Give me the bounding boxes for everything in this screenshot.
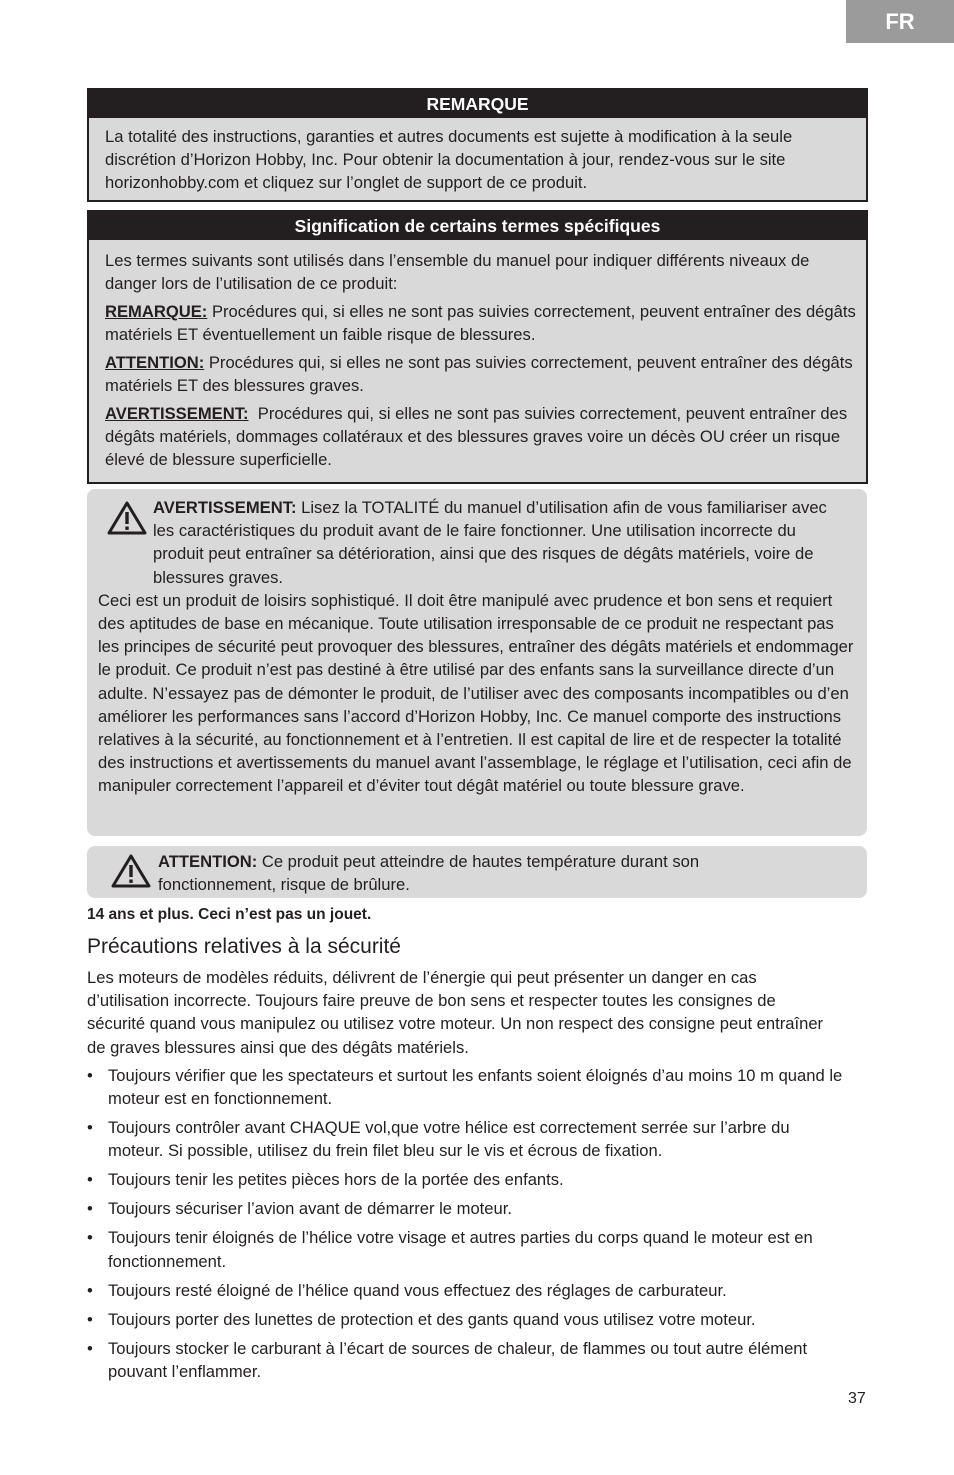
terms-box: [87, 210, 868, 484]
warning-lead: [87, 489, 867, 589]
list-item: [87, 1116, 847, 1162]
warning-body: Ceci est un produit de loisirs sophistiqué. Il doit être manipulé avec prudence et bon sens et requiert des aptitudes de base en mécanique. Toute utilisation irresponsable de ce produit ne respectant pas les principes de sécurité peut provoquer des blessures, entraîner des dégâts matériels et endommager le produit. Ce produit n’est pas destiné à être utilisé par des enfants sans la surveillance directe d’un adulte. N’essayez pas de démonter le produit, de l’utiliser avec des composants incompatibles ou d’en améliorer les performances sans l’accord d’Horizon Hobby, Inc. Ce manuel comporte des instructions relatives à la sécurité, au fonctionnement et à l’entretien. Il est capital de lire et de respecter la totalité des instructions et avertissements du manuel avant l’assemblage, le réglage et l’utilisation, ceci afin de manipuler correctement l’appareil et d’éviter tout dégât matériel ou toute blessure grave.: [98, 590, 854, 796]
remarque-title: REMARQUE: [89, 90, 866, 118]
term-label: ATTENTION:: [105, 352, 205, 372]
bullet-icon: •: [87, 1199, 93, 1219]
warning-triangle-icon: [107, 501, 147, 535]
bullet-icon: •: [87, 1066, 93, 1085]
safety-list: [87, 1064, 847, 1389]
term-text: Procédures qui, si elles ne sont pas suivies correctement, peuvent entraîner des dégâts matériels, dommages collatéraux et des blessures graves voire un décès OU créer un risque élevé de blessure superficielle.: [105, 403, 852, 470]
list-item: [87, 1197, 847, 1220]
warning-box: [87, 489, 867, 836]
bullet-icon: •: [87, 1170, 93, 1190]
caution-text: Ce produit peut atteindre de hautes température durant son fonctionnement, risque de brûlure.: [158, 852, 700, 895]
list-item: [87, 1279, 847, 1302]
terms-intro: Les termes suivants sont utilisés dans l’ensemble du manuel pour indiquer différents niveaux de danger lors de l’utilisation de ce produit:: [105, 251, 810, 294]
remarque-text: La totalité des instructions, garanties et autres documents est sujette à modification à la seule discrétion d’Horizon Hobby, Inc. Pour obtenir la documentation à jour, rendez-vous sur le site horizonhobby.com et cliquez sur l’onglet de support de ce produit.: [105, 127, 793, 193]
caution-text-block: [87, 846, 867, 896]
list-item: [87, 1308, 847, 1331]
bullet-icon: •: [87, 1280, 93, 1300]
language-tab: FR: [846, 0, 954, 43]
bullet-icon: •: [87, 1118, 93, 1138]
term-label: REMARQUE:: [105, 301, 208, 321]
caution-box: [87, 846, 867, 898]
bullet-icon: •: [87, 1228, 93, 1248]
list-item-text: Toujours tenir éloignés de l’hélice votre visage et autres parties du corps quand le moteur est en fonctionnement.: [108, 1228, 813, 1271]
warning-lead-text: Lisez la TOTALITÉ du manuel d’utilisation afin de vous familiariser avec les caractéristiques du produit avant de le faire fonctionner. Une utilisation incorrecte du produit peut entraîner sa détérioration, ainsi que des risques de dégâts matériels, voire de blessures graves.: [153, 498, 827, 587]
list-item: [87, 1226, 847, 1272]
remarque-box: [87, 88, 868, 202]
term-attention: [105, 351, 858, 397]
terms-title: Signification de certains termes spécifiques: [89, 212, 866, 240]
list-item-text: Toujours contrôler avant CHAQUE vol,que votre hélice est correctement serrée sur l’arbre du moteur. Si possible, utilisez du frein filet bleu sur le vis et écrous de fixation.: [108, 1118, 790, 1161]
term-text: Procédures qui, si elles ne sont pas suivies correctement, peuvent entraîner des dégâts matériels ET éventuellement un faible risque de blessures.: [105, 301, 856, 345]
warning-label: AVERTISSEMENT:: [153, 498, 297, 517]
list-item-text: Toujours tenir les petites pièces hors de la portée des enfants.: [108, 1170, 564, 1190]
list-item-text: Toujours resté éloigné de l’hélice quand vous effectuez des réglages de carburateur.: [108, 1280, 727, 1300]
section-title: Précautions relatives à la sécurité: [87, 935, 401, 958]
term-label: AVERTISSEMENT:: [105, 403, 249, 423]
warning-triangle-icon: [111, 854, 151, 888]
list-item-text: Toujours vérifier que les spectateurs et surtout les enfants soient éloignés d’au moins 10 m quand le moteur est en fonctionnement.: [108, 1066, 843, 1109]
list-item-text: Toujours sécuriser l’avion avant de démarrer le moteur.: [108, 1199, 512, 1219]
list-item-text: Toujours porter des lunettes de protection et des gants quand vous utilisez votre moteur.: [108, 1309, 756, 1329]
age-notice: 14 ans et plus. Ceci n’est pas un jouet.: [87, 906, 372, 923]
list-item-text: Toujours stocker le carburant à l’écart de sources de chaleur, de flammes ou tout autre élément pouvant l’enflammer.: [108, 1338, 808, 1381]
bullet-icon: •: [87, 1309, 93, 1329]
list-item: [87, 1064, 847, 1110]
page-number: 37: [848, 1390, 866, 1407]
safety-intro: Les moteurs de modèles réduits, délivrent de l’énergie qui peut présenter un danger en cas d’utilisation incorrecte. Toujours faire preuve de bon sens et respecter toutes les consignes de sécurité quand vous manipulez ou utilisez votre moteur. Un non respect des consigne peut entraîner de graves blessures ainsi que des dégâts matériels.: [87, 968, 824, 1057]
bullet-icon: •: [87, 1338, 93, 1358]
term-text: Procédures qui, si elles ne sont pas suivies correctement, peuvent entraîner des dégâts matériels ET des blessures graves.: [105, 352, 853, 396]
term-remarque: [105, 300, 858, 346]
list-item: [87, 1337, 847, 1383]
list-item: [87, 1168, 847, 1191]
caution-label: ATTENTION:: [158, 852, 258, 871]
term-avertissement: [105, 402, 858, 472]
